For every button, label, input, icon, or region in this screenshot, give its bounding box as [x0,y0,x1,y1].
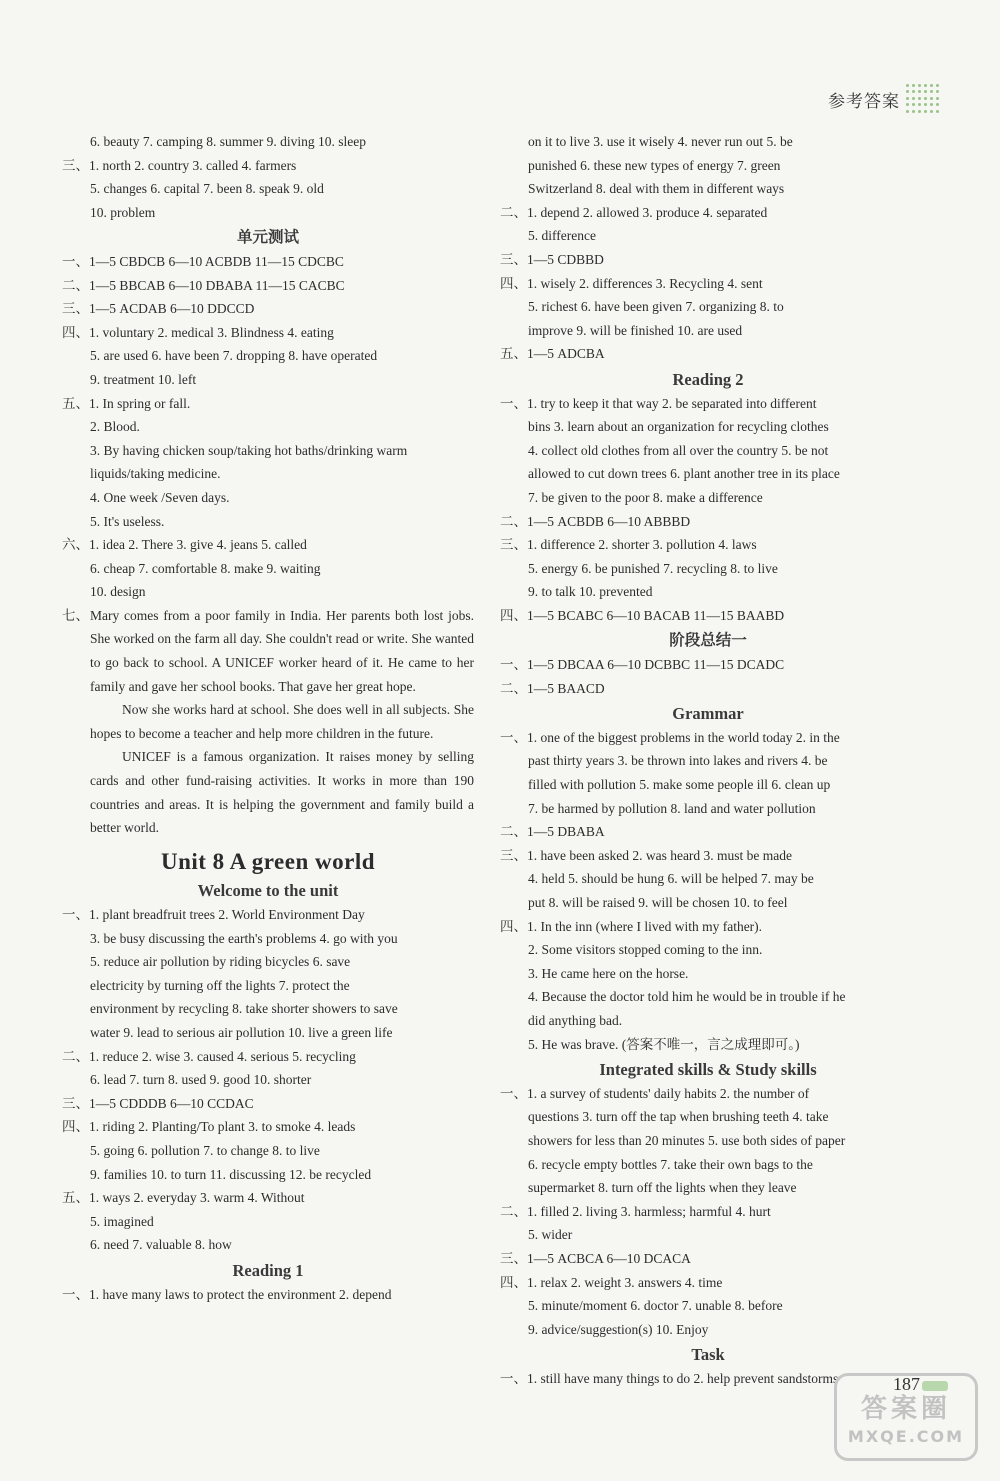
answer-line: 7. be given to the poor 8. make a difference [528,489,763,505]
answer-line: 三、1—5 ACDAB 6—10 DDCCD [62,301,255,317]
answer-line: on it to live 3. use it wisely 4. never run out 5. be [528,134,793,149]
answer-line: 9. families 10. to turn 11. discussing 12. be recycled [90,1166,372,1182]
section-heading: Task [691,1345,725,1365]
answer-line: 6. cheap 7. comfortable 8. make 9. waiting [90,560,321,576]
answer-line: 6. recycle empty bottles 7. take their own bags to the [528,1156,813,1172]
unit-title: Unit 8 A green world [160,848,376,874]
answer-line: 四、1. In the inn (where I lived with my father). [500,918,763,934]
page-header [828,84,940,114]
right-column [500,130,916,1390]
watermark-text: 答案圈 [860,1394,951,1424]
answer-line: 9. treatment 10. left [90,371,197,387]
answer-line: 10. problem [90,204,156,220]
answer-line: 4. collect old clothes from all over the country 5. be not [528,442,829,458]
answer-line: showers for less than 20 minutes 5. use both sides of paper [528,1132,846,1148]
answer-line: 5. It's useless. [90,513,165,529]
answer-line: 四、1. wisely 2. differences 3. Recycling 4. sent [500,275,763,291]
answer-line: 四、1. voluntary 2. medical 3. Blindness 4. eating [62,324,334,340]
answer-line: 4. Because the doctor told him he would be in trouble if he [528,989,846,1005]
answer-line: 3. By having chicken soup/taking hot baths/drinking warm [90,442,408,458]
answer-line: Switzerland 8. deal with them in different ways [528,181,785,197]
answer-line: 2. Blood. [90,419,140,435]
answer-line: allowed to cut down trees 6. plant another tree in its place [528,466,840,482]
answer-line: 9. advice/suggestion(s) 10. Enjoy [528,1321,709,1337]
section-heading: Grammar [672,704,744,724]
answer-line: 二、1—5 BBCAB 6—10 DBABA 11—15 CACBC [62,277,345,293]
answer-line: 7. be harmed by pollution 8. land and water pollution [528,800,816,816]
answer-line: 三、1—5 CDDDB 6—10 CCDAC [62,1095,254,1111]
answer-line: 五、1—5 ADCBA [500,346,605,362]
answer-line: 一、1. still have many things to do 2. help prevent sandstorms [500,1370,839,1386]
answer-line: supermarket 8. turn off the lights when they leave [528,1180,797,1196]
answer-line: 三、1—5 CDBBD [500,251,604,267]
answer-line: 一、1. have many laws to protect the environment 2. depend [62,1286,392,1302]
answer-line: 6. lead 7. turn 8. used 9. good 10. shorter [90,1072,312,1088]
answer-line: did anything bad. [528,1012,623,1028]
answer-line: 二、1—5 BAACD [500,680,605,696]
answer-line: 5. reduce air pollution by riding bicycles 6. save [90,954,351,970]
question-number: 七、 [62,607,89,623]
page-number: 187 [893,1374,920,1394]
answer-line: 3. He came here on the horse. [528,965,689,981]
answer-line: 5. changes 6. capital 7. been 8. speak 9. old [90,181,324,197]
answer-line: 一、1—5 DBCAA 6—10 DCBBC 11—15 DCADC [500,657,785,673]
answer-line: 9. to talk 10. prevented [528,584,653,600]
section-heading: 阶段总结一 [669,631,747,650]
answer-line: 5. difference [528,228,596,244]
answer-line: 二、1. filled 2. living 3. harmless; harmful 4. hurt [500,1203,771,1219]
paragraph-text: Mary comes from a poor family in India. Her parents both lost jobs. She worked on the farm all day. She couldn't read or write. She wanted to go back to school. A UNICEF worker heard of it. He came to her family and gave her school books. That gave her great hope. [90,607,474,694]
answer-line: liquids/taking medicine. [90,466,221,482]
answer-line: 四、1—5 BCABC 6—10 BACAB 11—15 BAABD [500,607,785,623]
answer-line: questions 3. turn off the tap when brushing teeth 4. take [528,1109,829,1125]
answer-line: water 9. lead to serious air pollution 10. live a green life [90,1024,393,1040]
answer-line: 二、1. depend 2. allowed 3. produce 4. separated [500,204,768,220]
section-heading: Reading 2 [672,369,744,389]
answer-line: 一、1. a survey of students' daily habits 2. the number of [500,1085,810,1101]
answer-line: 10. design [90,584,146,600]
answer-line: 一、1. one of the biggest problems in the world today 2. in the [500,729,840,745]
answer-line: 4. held 5. should be hung 6. will be helped 7. may be [528,871,814,887]
section-heading: Integrated skills & Study skills [599,1060,817,1080]
answer-line: 二、1—5 DBABA [500,824,605,840]
answer-line: 五、1. ways 2. everyday 3. warm 4. Without [62,1190,305,1206]
answer-line: environment by recycling 8. take shorter showers to save [90,1001,398,1017]
answer-line: 2. Some visitors stopped coming to the inn. [528,942,763,958]
answer-line: punished 6. these new types of energy 7. green [528,157,781,173]
answer-line: 四、1. riding 2. Planting/To plant 3. to smoke 4. leads [62,1119,356,1135]
essay-paragraph [62,698,474,745]
answer-line: improve 9. will be finished 10. are used [528,322,743,338]
answer-line: 二、1. reduce 2. wise 3. caused 4. serious 5. recycling [62,1048,356,1064]
answer-line: 5. wider [528,1227,573,1243]
answer-line: 三、1. have been asked 2. was heard 3. must be made [500,847,793,863]
section-heading: Welcome to the unit [197,881,339,901]
answer-line: 5. going 6. pollution 7. to change 8. to live [90,1142,320,1158]
answer-line: 3. be busy discussing the earth's problems 4. go with you [90,930,398,946]
paragraph-text: UNICEF is a famous organization. It raises money by selling cards and other fund-raising activities. It works in more than 190 countries and areas. It is helping the government and family build a better world. [90,749,474,836]
section-heading: Reading 1 [232,1260,304,1280]
answer-line: 5. are used 6. have been 7. dropping 8. have operated [90,348,378,364]
answer-line: 三、1—5 ACBCA 6—10 DCACA [500,1250,691,1266]
answer-line: 5. richest 6. have been given 7. organizing 8. to [528,299,784,315]
answer-line: 5. He was brave. (答案不唯一，言之成理即可。) [528,1036,800,1052]
answer-line: 二、1—5 ACBDB 6—10 ABBBD [500,513,691,529]
answer-line: 4. One week /Seven days. [90,489,230,505]
answer-line: 三、1. difference 2. shorter 3. pollution 4. laws [500,537,757,553]
header-title: 参考答案 [828,91,900,111]
answer-line: 5. minute/moment 6. doctor 7. unable 8. before [528,1298,783,1314]
header-dots-decoration [906,84,940,114]
answer-line: bins 3. learn about an organization for recycling clothes [528,419,829,435]
answer-line: 5. energy 6. be punished 7. recycling 8. to live [528,560,778,576]
answer-line: electricity by turning off the lights 7. protect the [90,977,350,993]
answer-line: 一、1. try to keep it that way 2. be separated into different [500,395,817,411]
answer-line: 一、1—5 CBDCB 6—10 ACBDB 11—15 CDCBC [62,253,344,269]
answer-line: 六、1. idea 2. There 3. give 4. jeans 5. called [62,537,307,553]
watermark-logo [834,1373,978,1461]
answer-line: 6. beauty 7. camping 8. summer 9. diving 10. sleep [90,134,366,149]
answer-line: filled with pollution 5. make some people ill 6. clean up [528,777,831,793]
answer-line: 三、1. north 2. country 3. called 4. farmers [62,157,297,173]
answer-line: put 8. will be raised 9. will be chosen 10. to feel [528,895,788,910]
section-heading: 单元测试 [236,228,299,247]
answer-line: 四、1. relax 2. weight 3. answers 4. time [500,1274,723,1290]
answer-line: 6. need 7. valuable 8. how [90,1237,232,1253]
paragraph-text: Now she works hard at school. She does well in all subjects. She hopes to become a teacher and help more children in the future. [90,702,474,741]
left-column [62,130,474,1306]
essay-paragraph [62,745,474,839]
answer-line: 5. imagined [90,1213,154,1229]
answer-line: past thirty years 3. be thrown into lakes and rivers 4. be [528,753,828,769]
answer-line: 五、1. In spring or fall. [62,395,191,411]
watermark-site: MXQE.COM [847,1427,965,1446]
essay-paragraph [62,604,474,698]
answer-line: 一、1. plant breadfruit trees 2. World Environment Day [62,907,365,922]
